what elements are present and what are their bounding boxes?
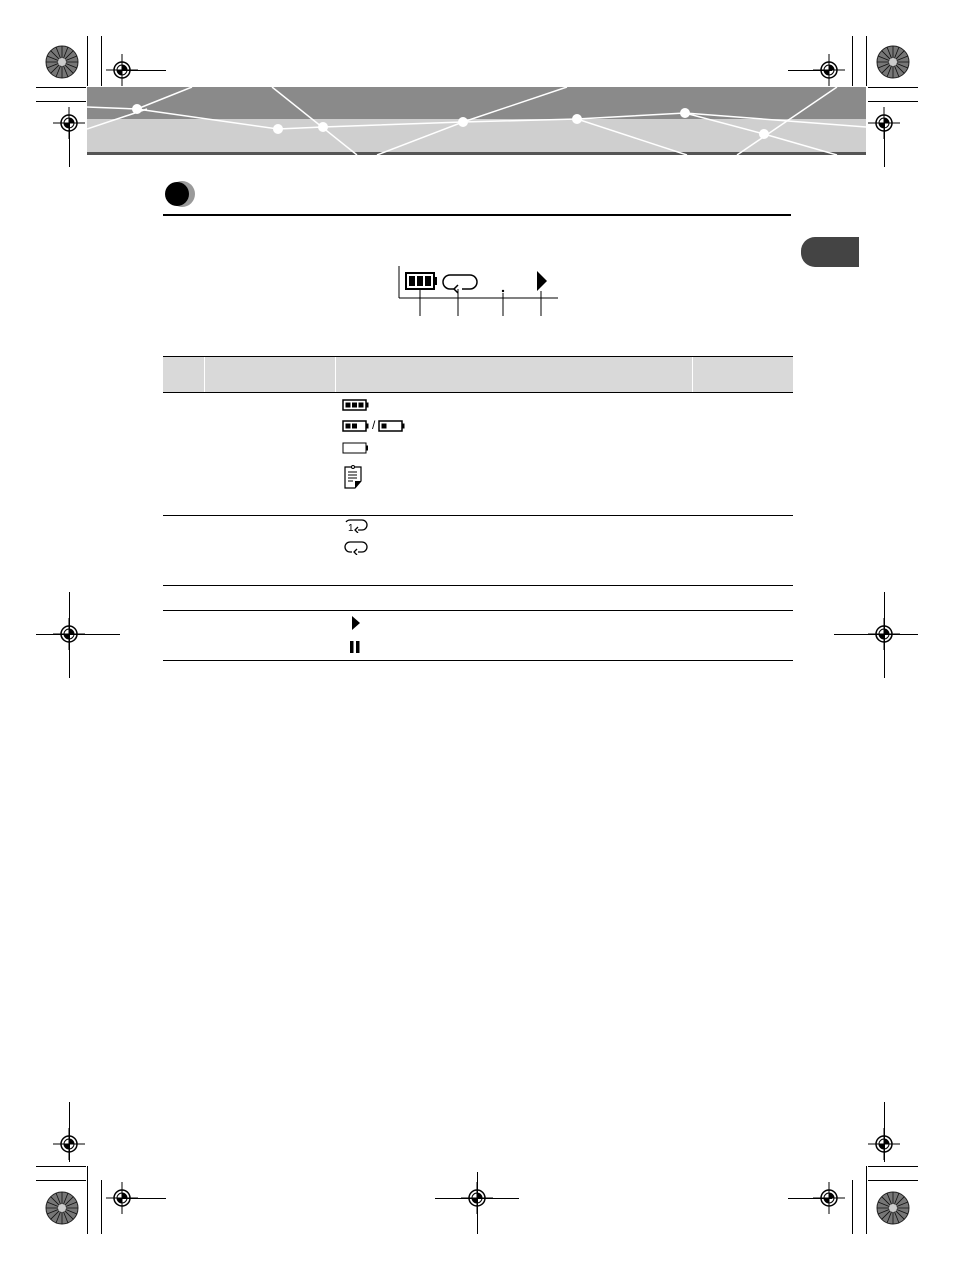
battery-low-icon (378, 420, 406, 432)
table-row-divider (163, 585, 793, 586)
svg-text:1: 1 (348, 523, 354, 533)
play-icon (537, 271, 547, 291)
table-header-divider (692, 357, 693, 392)
section-bullet-icon (164, 180, 196, 208)
crop-line (834, 634, 918, 635)
crop-line (69, 123, 70, 167)
table-header-divider (204, 357, 205, 392)
table-header (163, 356, 793, 393)
pause-icon (349, 640, 361, 654)
table-row-divider (163, 515, 793, 516)
battery-separator: / (372, 418, 376, 432)
repeat-all-icon (443, 275, 477, 293)
chapter-tab (801, 237, 859, 267)
crop-line (69, 1102, 70, 1162)
battery-empty-icon (342, 442, 370, 454)
table-header-divider (335, 357, 336, 392)
crop-line (122, 70, 166, 71)
color-rosette-icon (876, 1191, 910, 1225)
crop-line (884, 123, 885, 167)
color-rosette-icon (45, 45, 79, 79)
color-rosette-icon (876, 45, 910, 79)
battery-full-icon (406, 273, 437, 289)
crop-line (788, 1198, 832, 1199)
crop-line (69, 592, 70, 678)
crop-line (122, 1198, 166, 1199)
crop-line (477, 1172, 478, 1234)
repeat-one-icon (343, 517, 369, 533)
crop-line (884, 1102, 885, 1162)
crop-line (788, 70, 832, 71)
display-dot (502, 290, 504, 292)
crop-line (884, 592, 885, 678)
display-diagram (396, 264, 566, 320)
heading-rule (163, 214, 791, 216)
play-icon (350, 615, 362, 631)
battery-medium-icon (342, 420, 370, 432)
header-band-graphic (87, 87, 866, 155)
repeat-all-icon (343, 539, 369, 555)
table-row-divider (163, 610, 793, 611)
note-icon (342, 465, 368, 491)
crop-line (36, 634, 120, 635)
table-bottom-rule (163, 660, 793, 661)
color-rosette-icon (45, 1191, 79, 1225)
battery-full-icon (342, 399, 370, 411)
header-band (87, 87, 866, 155)
